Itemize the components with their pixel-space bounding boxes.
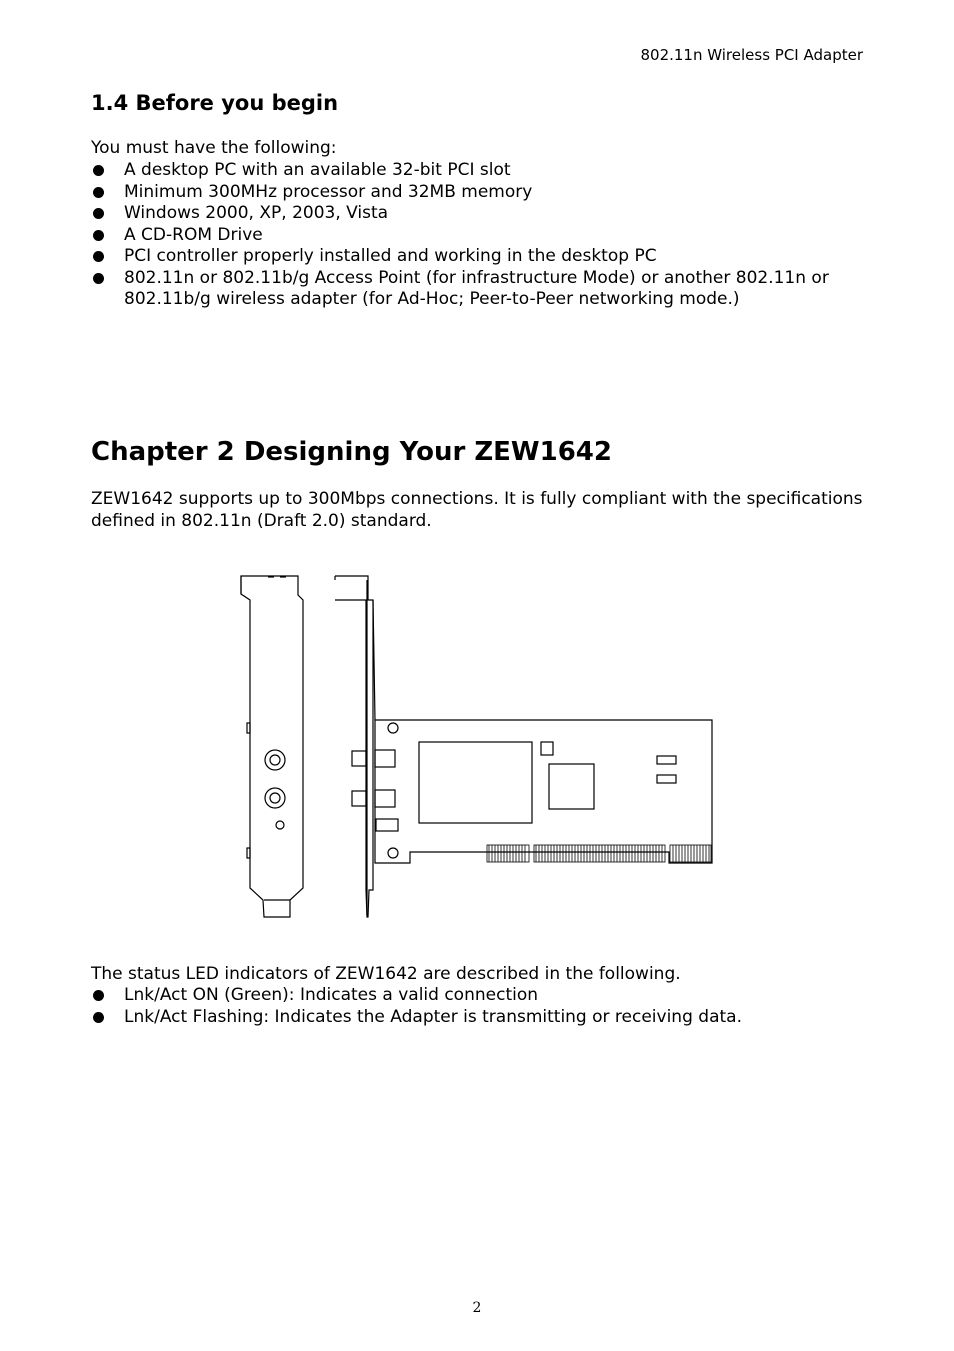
led-intro: The status LED indicators of ZEW1642 are described in the following. — [91, 964, 681, 984]
requirements-intro: You must have the following: — [91, 138, 337, 158]
bullet-icon — [93, 165, 104, 176]
chapter-paragraph: ZEW1642 supports up to 300Mbps connections. It is fully compliant with the specifications defined in 802.11n (Draft 2.0) standard. — [91, 489, 863, 531]
page-number: 2 — [472, 1300, 482, 1316]
list-item: Lnk/Act ON (Green): Indicates a valid connection — [91, 985, 871, 1007]
list-item: PCI controller properly installed and working in the desktop PC — [91, 246, 871, 268]
bullet-icon — [93, 273, 104, 284]
bullet-icon — [93, 1012, 104, 1023]
pci-adapter-illustration — [230, 570, 720, 925]
section-heading: 1.4 Before you begin — [91, 91, 339, 115]
bullet-icon — [93, 230, 104, 241]
list-item: 802.11n or 802.11b/g Access Point (for infrastructure Mode) or another 802.11n or 802.11b/g wireless adapter (for Ad-Hoc; Peer-to-Peer networking mode.) — [91, 268, 871, 311]
bullet-icon — [93, 208, 104, 219]
requirements-list — [91, 160, 871, 311]
list-item: A CD-ROM Drive — [91, 225, 871, 247]
running-header: 802.11n Wireless PCI Adapter — [640, 46, 863, 64]
list-item: Lnk/Act Flashing: Indicates the Adapter is transmitting or receiving data. — [91, 1007, 871, 1029]
bullet-icon — [93, 251, 104, 262]
list-item: Windows 2000, XP, 2003, Vista — [91, 203, 871, 225]
chapter-heading: Chapter 2 Designing Your ZEW1642 — [91, 437, 612, 467]
bullet-icon — [93, 187, 104, 198]
list-item: Minimum 300MHz processor and 32MB memory — [91, 182, 871, 204]
led-list — [91, 985, 871, 1028]
list-item: A desktop PC with an available 32-bit PCI slot — [91, 160, 871, 182]
bullet-icon — [93, 990, 104, 1001]
